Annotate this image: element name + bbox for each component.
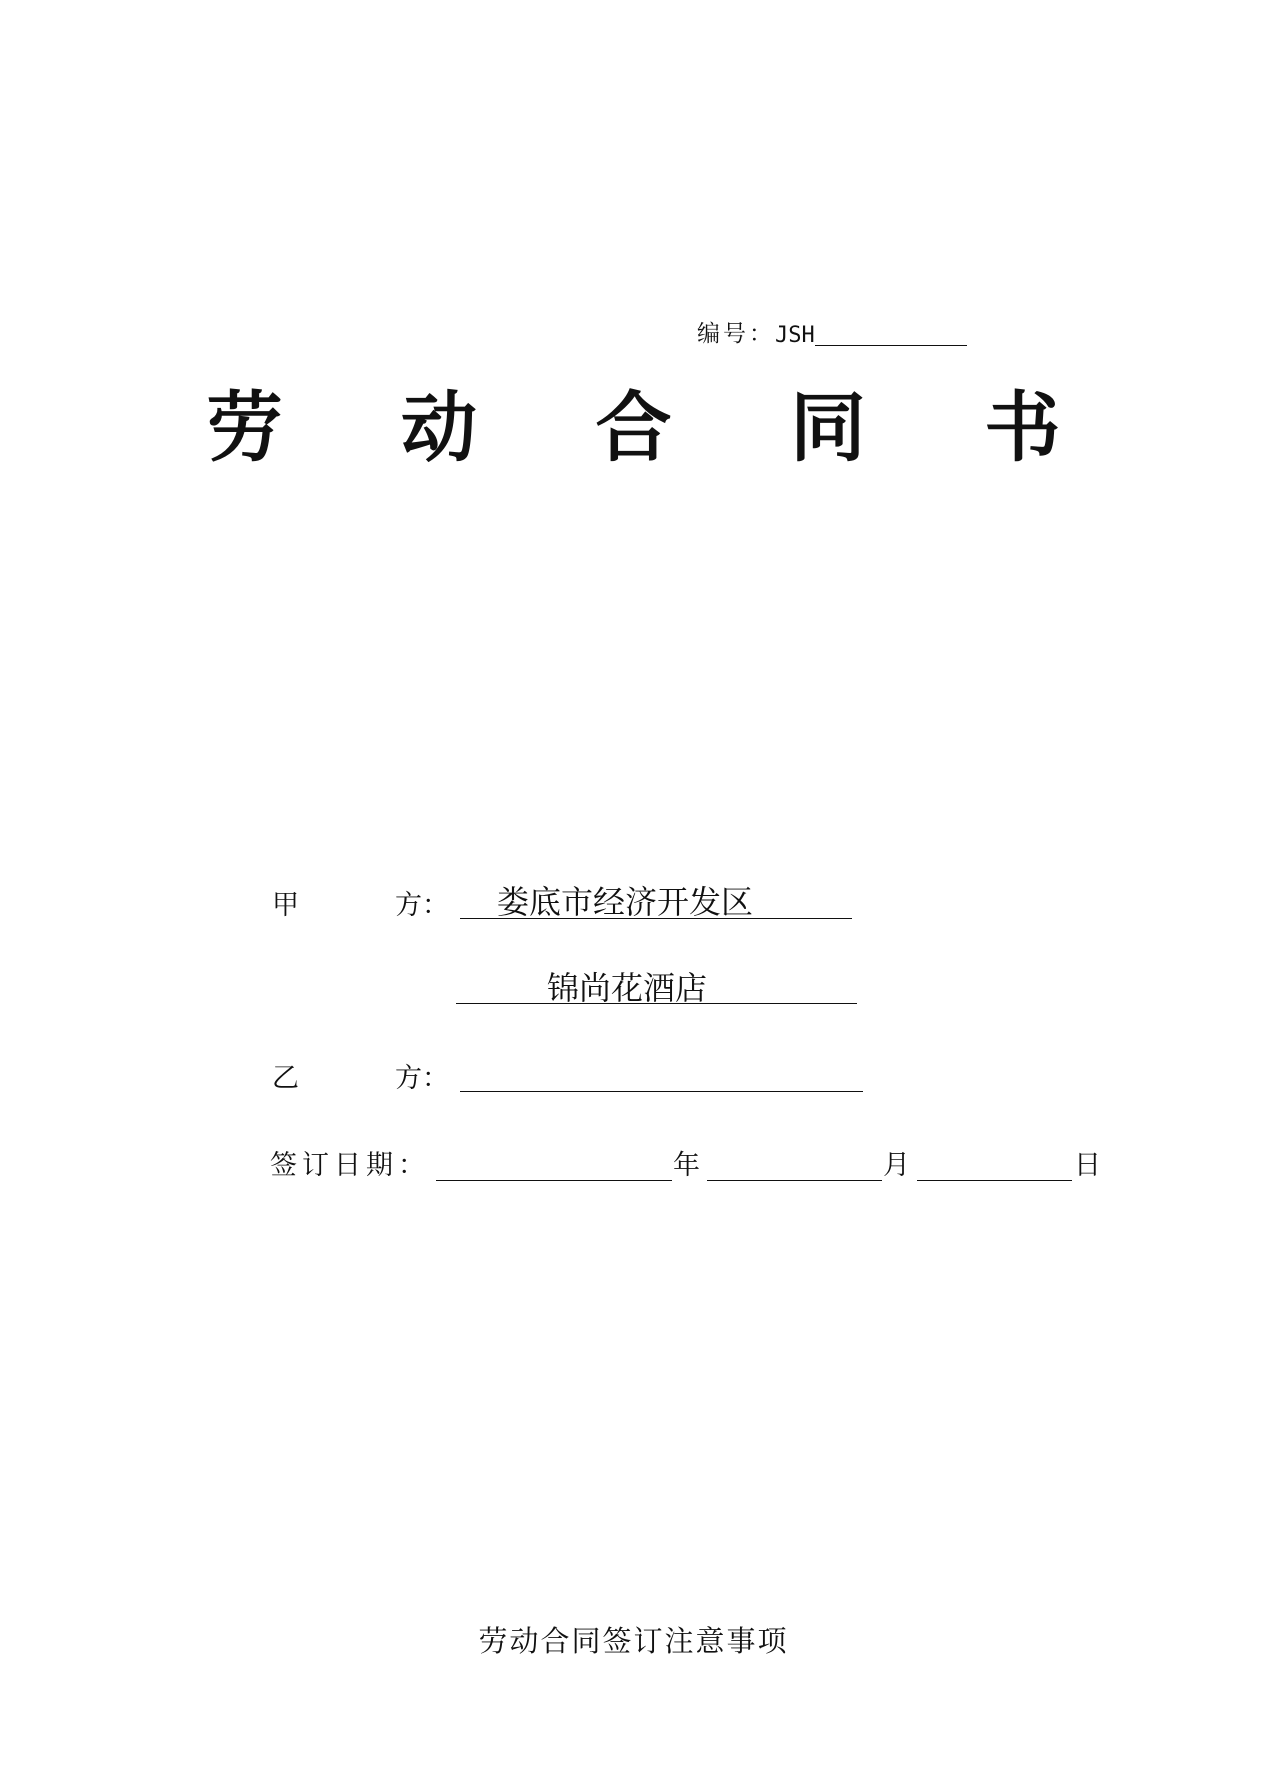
party-a-name-line2: 锦尚花酒店	[547, 969, 708, 1007]
sign-year-blank[interactable]	[436, 1180, 672, 1181]
document-title: 劳 动 合 同 书	[206, 383, 1107, 472]
notes-heading: 劳动合同签订注意事项	[478, 1624, 789, 1658]
sign-day-blank[interactable]	[917, 1180, 1072, 1181]
contract-number	[697, 315, 967, 348]
contract-number-blank[interactable]	[815, 323, 967, 346]
contract-number-label: 编号：	[697, 321, 775, 347]
sign-date-label: 签订日期：	[270, 1150, 430, 1181]
party-b-label-suffix: 方：	[395, 1063, 449, 1094]
sign-year-label: 年	[673, 1150, 700, 1181]
party-a-name-line1: 娄底市经济开发区	[497, 883, 754, 921]
sign-day-label: 日	[1074, 1150, 1101, 1181]
sign-month-label: 月	[883, 1150, 910, 1181]
sign-month-blank[interactable]	[707, 1180, 882, 1181]
party-b-label-char: 乙	[272, 1063, 299, 1094]
party-b-underline[interactable]	[460, 1091, 863, 1092]
contract-number-prefix: JSH	[775, 323, 815, 348]
party-a-underline-2[interactable]	[456, 1003, 857, 1004]
party-a-underline-1[interactable]	[460, 918, 852, 919]
party-a-label-char: 甲	[272, 890, 299, 921]
party-a-label-suffix: 方：	[395, 890, 449, 921]
